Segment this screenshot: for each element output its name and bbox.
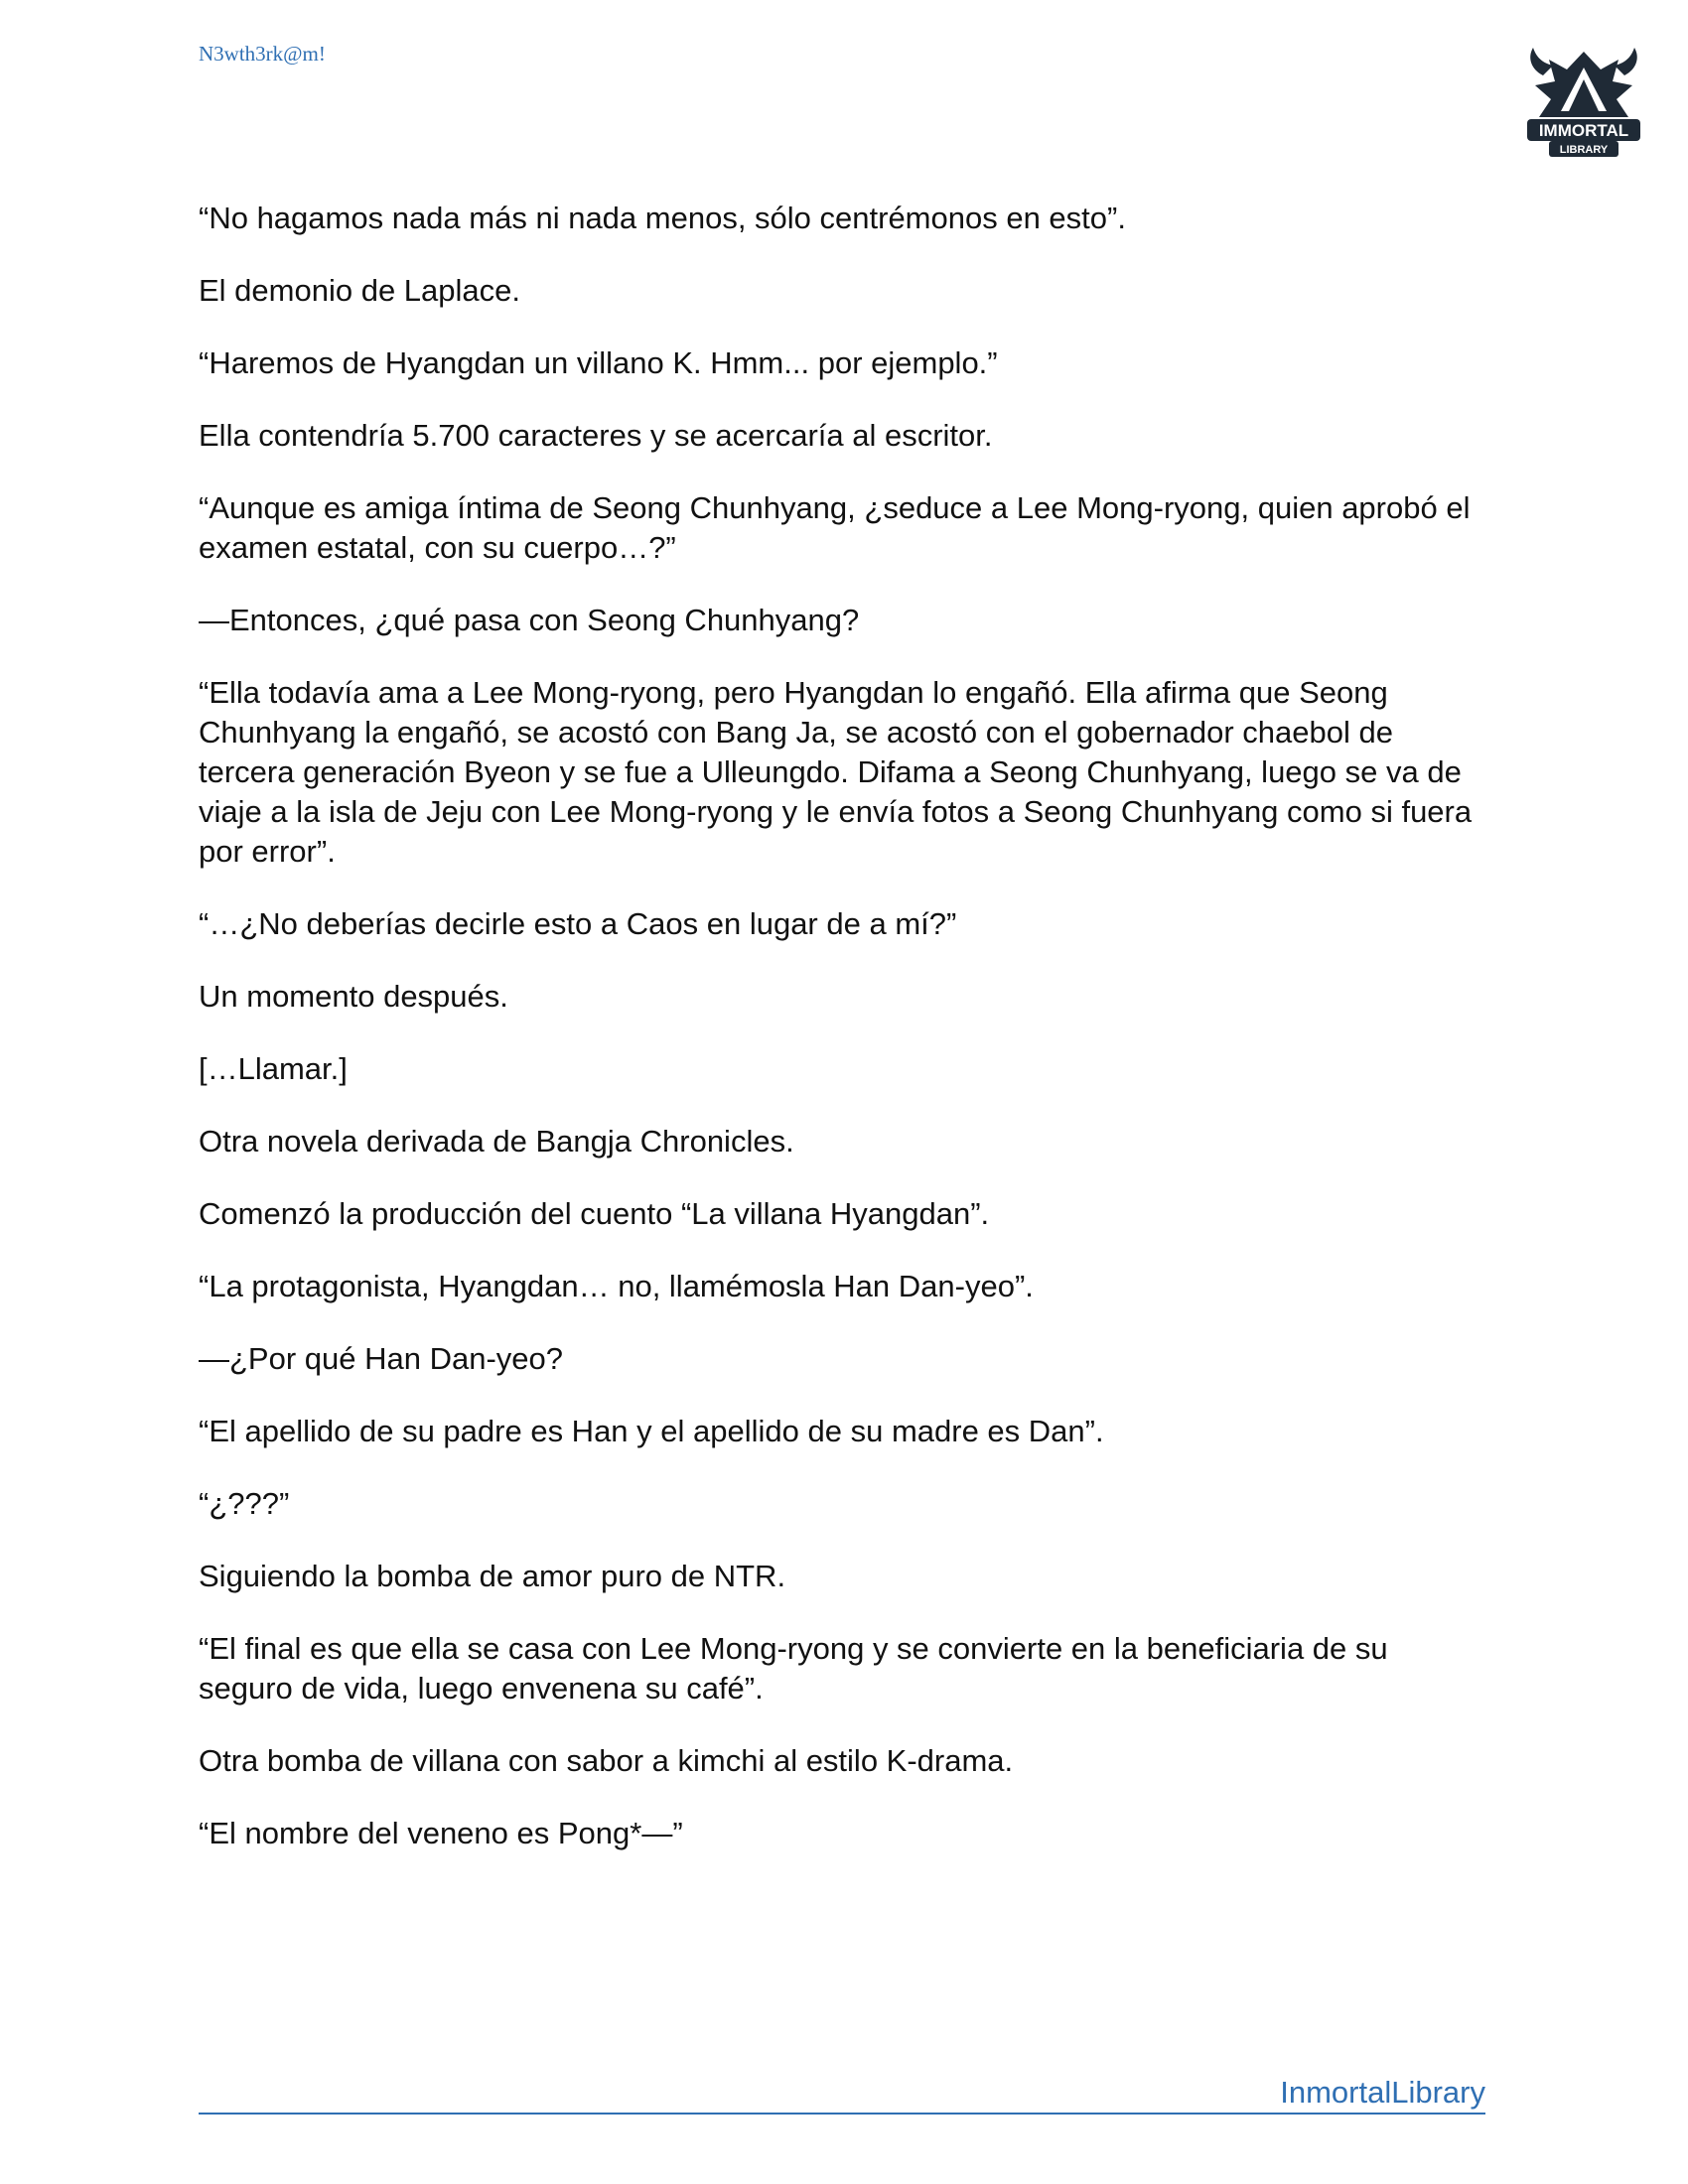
paragraph: “El final es que ella se casa con Lee Mong-ryong y se convierte en la beneficiaria de su seguro de vida, luego envenena su café”.	[199, 1631, 1388, 1706]
paragraph: —¿Por qué Han Dan-yeo?	[199, 1341, 564, 1376]
paragraph: El demonio de Laplace.	[199, 273, 521, 308]
footer-link-inmortallibrary[interactable]: InmortalLibrary	[1280, 2075, 1485, 2110]
logo-line1: IMMORTAL	[1538, 121, 1629, 140]
paragraph: Un momento después.	[199, 979, 508, 1014]
paragraph: Otra bomba de villana con sabor a kimchi al estilo K-drama.	[199, 1743, 1014, 1778]
paragraph: “Aunque es amiga íntima de Seong Chunhyang, ¿seduce a Lee Mong-ryong, quien aprobó el examen estatal, con su cuerpo…?”	[199, 490, 1471, 565]
paragraph: “No hagamos nada más ni nada menos, sólo centrémonos en esto”.	[199, 201, 1126, 235]
paragraph: […Llamar.]	[199, 1051, 348, 1086]
paragraph: “El apellido de su padre es Han y el apellido de su madre es Dan”.	[199, 1414, 1104, 1448]
paragraph: “…¿No deberías decirle esto a Caos en lugar de a mí?”	[199, 906, 957, 941]
paragraph: “El nombre del veneno es Pong*—”	[199, 1816, 683, 1850]
paragraph: “Ella todavía ama a Lee Mong-ryong, pero Hyangdan lo engañó. Ella afirma que Seong Chunhyang la engañó, se acostó con Bang Ja, se acostó con el gobernador chaebol de tercera generación Byeon y se fue a Ulleungdo. Difama a Seong Chunhyang, luego se va de viaje a la isla de Jeju con Lee Mong-ryong y le envía fotos a Seong Chunhyang como si fuera por error”.	[199, 675, 1473, 869]
immortal-library-logo-icon	[1509, 30, 1658, 179]
document-body	[199, 199, 1489, 1886]
footer-divider	[199, 2113, 1485, 2115]
paragraph: Ella contendría 5.700 caracteres y se acercaría al escritor.	[199, 418, 993, 453]
paragraph: —Entonces, ¿qué pasa con Seong Chunhyang?	[199, 603, 860, 637]
header-brand-text: N3wth3rk@m!	[199, 42, 326, 66]
paragraph: “La protagonista, Hyangdan… no, llamémosla Han Dan-yeo”.	[199, 1269, 1034, 1303]
paragraph: Siguiendo la bomba de amor puro de NTR.	[199, 1559, 786, 1593]
paragraph: Comenzó la producción del cuento “La villana Hyangdan”.	[199, 1196, 990, 1231]
paragraph: “¿???”	[199, 1486, 290, 1521]
paragraph: Otra novela derivada de Bangja Chronicles.	[199, 1124, 794, 1159]
logo-line2: LIBRARY	[1559, 144, 1609, 156]
paragraph: “Haremos de Hyangdan un villano K. Hmm... por ejemplo.”	[199, 345, 998, 380]
